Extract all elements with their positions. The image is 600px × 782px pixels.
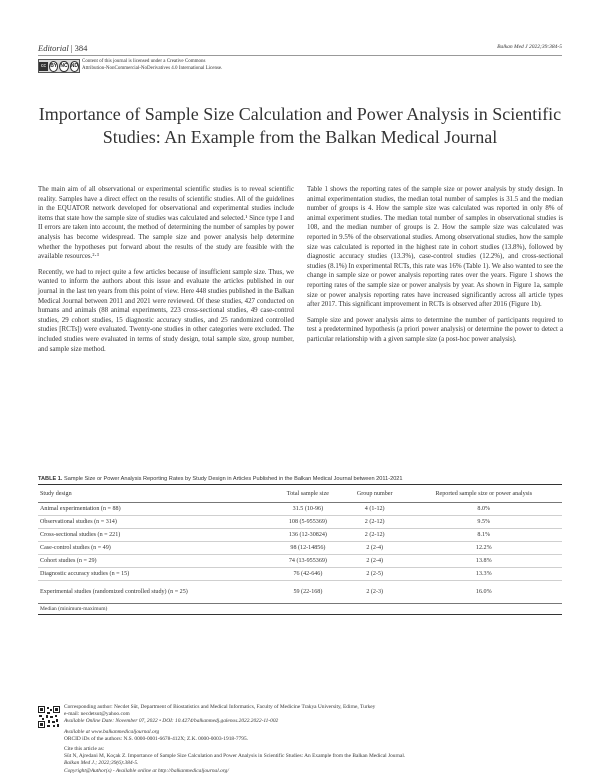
paragraph: Recently, we had to reject quite a few articles because of insufficient sample size. Thus, we wanted to inform the authors about this issue and evaluate the articles published in our journal in the last ten years from this point of view. Here 448 studies published in the Balkan Medical Journal between 2011 and 2021 were reviewed. Of these studies, 427 conducted on humans and animals (88 animal experiments, 223 cross-sectional studies, 49 case-control studies, 29 cohort studies, 15 diagnostic accuracy studies, and 25 randomized controlled studies [RCTs]) were evaluated. Twenty-one studies in other categories were excluded. The included studies were evaluated in terms of study design, total sample size, group number, and sample size method. bbox=[38, 268, 294, 353]
page-number: 384 bbox=[74, 43, 88, 53]
header-separator: | bbox=[70, 43, 75, 53]
table-row: Diagnostic accuracy studies (n = 15) 76 (42-646) 2 (2-5) 13.3% bbox=[38, 568, 562, 581]
header-rule bbox=[38, 55, 562, 56]
table-footnote: Median (minimum-maximum) bbox=[38, 604, 562, 615]
cc-logo-icon: cc bbox=[41, 62, 46, 69]
table-footnote-row bbox=[38, 604, 562, 615]
paragraph: Sample size and power analysis aims to determine the number of participants required to test a predetermined hypothesis (a priori power analysis) or determine the power to detect a particular relationship with a given sample size (a post-hoc power analysis). bbox=[307, 316, 563, 343]
table-row: Observational studies (n = 314) 108 (5-955369) 2 (2-12) 9.5% bbox=[38, 516, 562, 529]
article-footer bbox=[64, 704, 562, 775]
section-label: Editorial bbox=[38, 43, 69, 53]
citation-source: Balkan Med J.; 2022;39(6):384-5. bbox=[64, 760, 139, 767]
corresponding-author: Corresponding author: Necdet Süt, Department of Biostatistics and Medical Informatics, Faculty of Medicine Trakya University, Edirne, Turkey bbox=[64, 704, 376, 710]
orcid-ids: ORCID iDs of the authors: N.S. 0000-0001-6678-412X; Z.K. 0000-0003-1918-7795. bbox=[64, 735, 249, 742]
column-header: Study design bbox=[40, 490, 72, 497]
journal-website[interactable]: Available at www.balkanmedicaljournal.org bbox=[64, 728, 160, 735]
table-row: Cohort studies (n = 29) 74 (13-955369) 2 (2-4) 13.8% bbox=[38, 555, 562, 568]
right-column bbox=[307, 185, 563, 351]
paragraph: Table 1 shows the reporting rates of the sample size or power analysis by study design. In animal experimentation studies, the median total number of samples is 31.5 and the median number of groups is 4. How the sample size was calculated was reported in only 8% of animal experiment studies. The median total number of samples in observational studies is 108, and the median number of groups is 2. How the sample size was calculated was reported in 9.5% of the observational studies. Among observational studies, how the sample size was calculated is reported in the highest rate in cohort studies (13.8%), followed by diagnostic accuracy studies (13.3%), case-control studies (12.2%), and cross-sectional studies (8.1%) In experimental RCTs, this rate was 16% (Table 1). We also wanted to see the change in sample size or power analysis reporting rates over the years. Figure 1 shows the reporting rates of the sample size or power analysis by year. As shown in Figure 1a, sample size or power analysis reporting rates have increased significantly across all article types after 2017. This significant improvement in RCTs is observed after 2016 (Figure 1b). bbox=[307, 186, 563, 309]
paragraph: The main aim of all observational or experimental scientific studies is to reveal scientific reality. Samples have a direct effect on the results of scientific studies. All of the guidelines in the EQUATOR network developed for observational and experimental studies include items that state how the sample size of studies was calculated and selected.¹ Since type I and II errors are taken into account, the method of determining the number of samples by power analysis has become widespread. The sample size and power analysis help determine whether the hypotheses put forward about the results of the study are feasible with the available resources.²·³ bbox=[38, 186, 294, 261]
table-row: Experimental studies (randomized controlled study) (n = 25) 59 (22-168) 2 (2-3) 16.0% bbox=[38, 581, 562, 604]
article-title: Importance of Sample Size Calculation and Power Analysis in Scientific Studies: An Example from the Balkan Medical Journal bbox=[38, 104, 562, 147]
left-column bbox=[38, 185, 294, 360]
license-text: Content of this journal is licensed under a Creative Commons Attribution-NonCommercial-NoDerivatives 4.0 International License. bbox=[82, 59, 223, 71]
journal-reference: Balkan Med J 2022;39:384-5 bbox=[497, 44, 562, 50]
table-row: Animal experimentation (n = 88) 31.5 (10-96) 4 (1-12) 8.0% bbox=[38, 503, 562, 516]
cc-by-icon: BY bbox=[49, 61, 58, 72]
results-table bbox=[38, 484, 562, 615]
cc-nd-icon: ND bbox=[70, 61, 79, 72]
cite-label: Cite this article as: bbox=[64, 746, 105, 753]
creative-commons-badge[interactable] bbox=[38, 59, 80, 73]
qr-code-icon[interactable] bbox=[38, 706, 60, 728]
column-header: Reported sample size or power analysis bbox=[435, 490, 533, 497]
publication-dates: Available Online Date: November 07, 2022 • DOI: 10.4274/balkanmedj.galenos.2022.2022-11-002 bbox=[64, 718, 279, 725]
copyright: Copyright@Author(s) - Available online at http://balkanmedicaljournal.org/ bbox=[64, 767, 229, 774]
column-header: Total sample size bbox=[286, 490, 330, 497]
table-caption: TABLE 1. Sample Size or Power Analysis Reporting Rates by Study Design in Articles Published in the Balkan Medical Journal between 2011-2021 bbox=[38, 476, 403, 482]
cc-nc-icon: NC bbox=[59, 61, 68, 72]
author-email[interactable]: e-mail: necdetsut@yahoo.com bbox=[64, 711, 130, 718]
citation: Süt N, Ajredani M, Koçak Z. Importance of Sample Size Calculation and Power Analysis in Scientific Studies: An Example from the Balkan Medical Journal. bbox=[64, 753, 406, 760]
table-row: Case-control studies (n = 49) 98 (12-14856) 2 (2-4) 12.2% bbox=[38, 542, 562, 555]
table-header-row bbox=[38, 485, 562, 503]
running-header bbox=[38, 43, 87, 53]
table-row: Cross-sectional studies (n = 221) 136 (12-30824) 2 (2-12) 8.1% bbox=[38, 529, 562, 542]
column-header: Group number bbox=[356, 490, 393, 497]
